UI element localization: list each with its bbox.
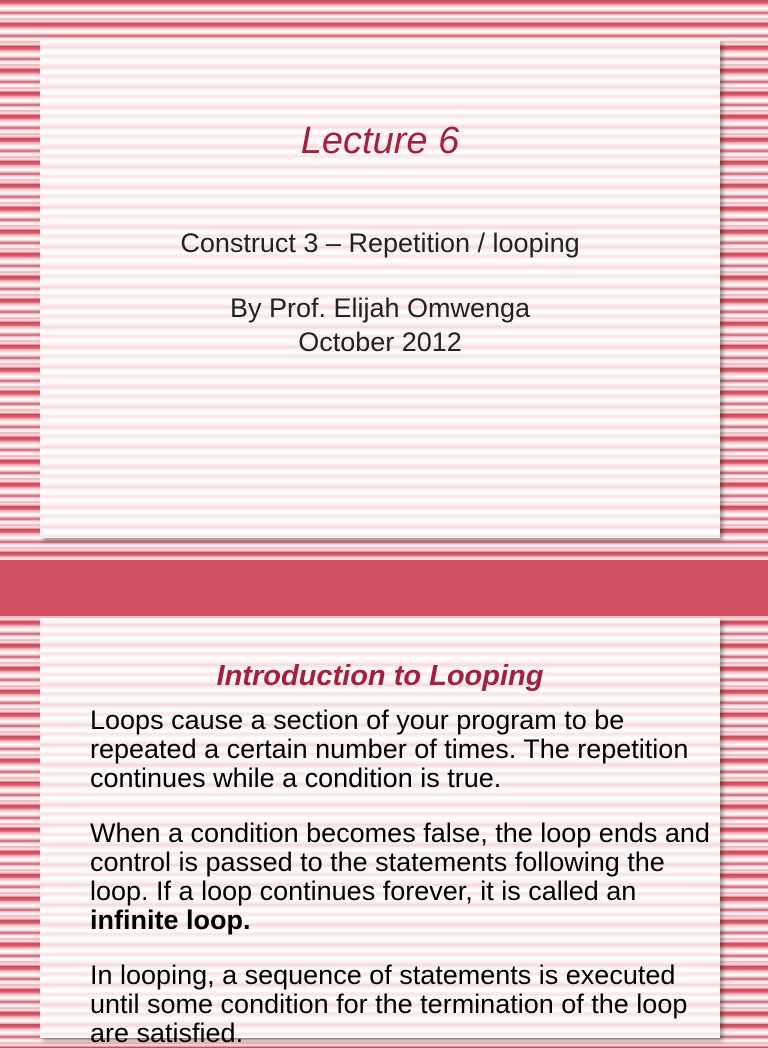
paragraph-2-emphasis: infinite loop. bbox=[90, 905, 251, 935]
paragraph-2 bbox=[90, 819, 715, 935]
slide-date: October 2012 bbox=[298, 327, 462, 357]
slide-author: By Prof. Elijah Omwenga bbox=[229, 293, 531, 323]
paragraph-3: In looping, a sequence of statements is executed until some condition for the termination of the loop are satisfied. bbox=[90, 960, 688, 1048]
divider-band bbox=[0, 560, 768, 616]
slide-heading: Introduction to Looping bbox=[216, 660, 544, 692]
slide-subtitle: Construct 3 – Repetition / looping bbox=[180, 228, 580, 258]
paragraph-2-text: When a condition becomes false, the loop ends and control is passed to the statements following the loop. If a loop continues forever, it is called an bbox=[90, 818, 710, 906]
slide-introduction bbox=[40, 618, 720, 1048]
paragraph-1: Loops cause a section of your program to be repeated a certain number of times. The repetition continues while a condition is true. bbox=[90, 705, 689, 793]
slide-title: Lecture 6 bbox=[300, 120, 460, 162]
slide-lecture-title bbox=[40, 40, 720, 538]
